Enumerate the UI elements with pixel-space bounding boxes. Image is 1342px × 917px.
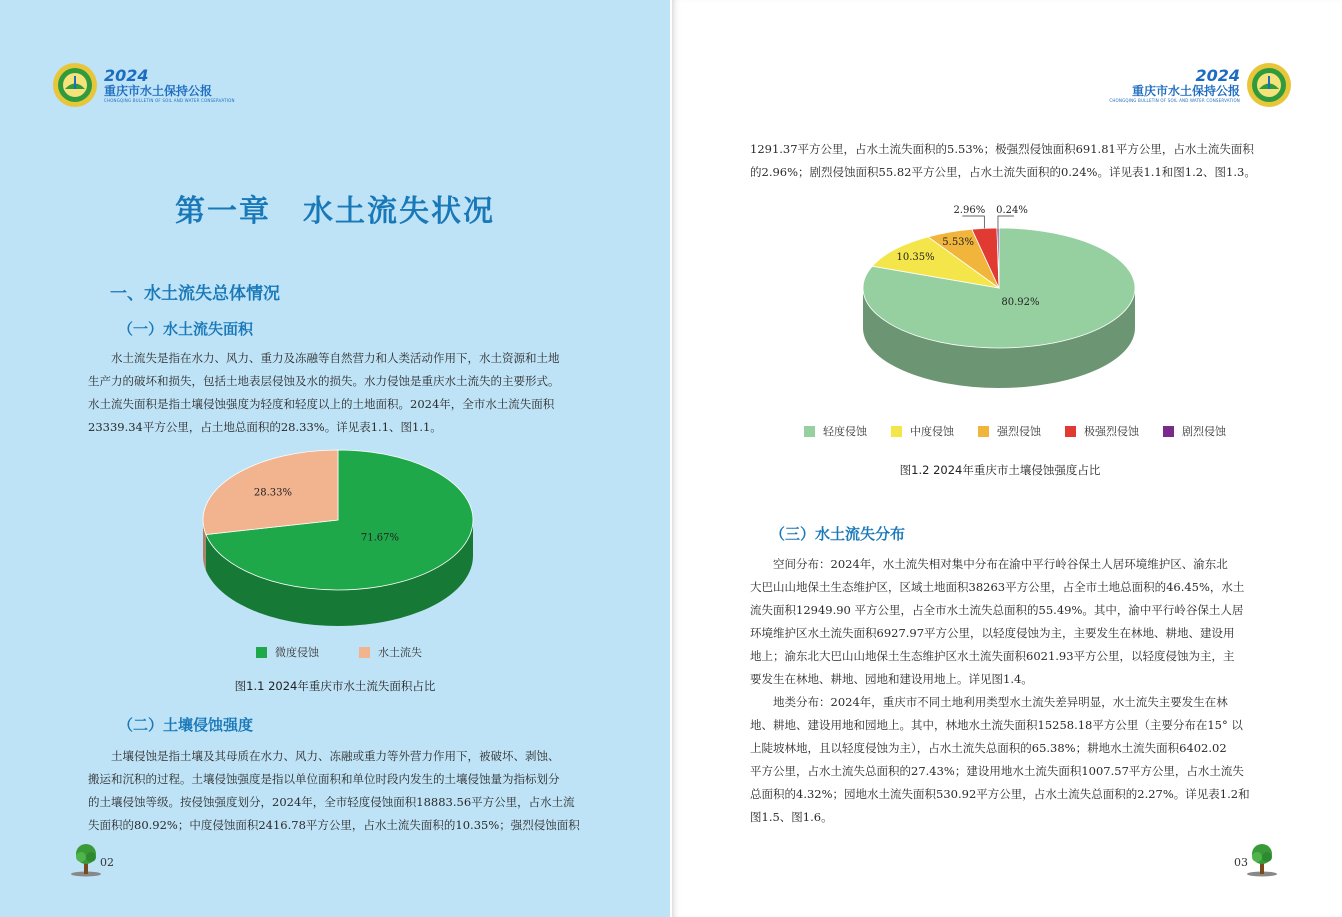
legend-swatch [804,426,815,437]
paragraph-spatial [750,553,1256,691]
text-line: 失面积的80.92%；中度侵蚀面积2416.78平方公里，占水土流失面积的10.35%；强烈侵蚀面积 [88,818,580,832]
text-line: 要发生在林地、耕地、园地和建设用地上。详见图1.4。 [750,672,1033,686]
left-page [0,0,670,917]
legend-label: 微度侵蚀 [275,646,319,659]
text-line: 总面积的4.32%；园地水土流失面积530.92平方公里，占水土流失总面积的2.27%。详见表1.2和 [750,787,1250,801]
paragraph-landuse [750,691,1256,829]
section-title: 一、水土流失总体情况 [110,284,280,304]
figure-caption: 图1.1 2024年重庆市水土流失面积占比 [234,679,436,693]
bulletin-emblem-icon [52,62,98,108]
page-number: 03 [1234,856,1248,869]
text-line: 生产力的破坏和损失，包括土地表层侵蚀及水的损失。水力侵蚀是重庆水土流失的主要形式。 [88,374,560,388]
paragraph-continued [750,138,1256,184]
text-line: 大巴山山地保土生态维护区，区域土地面积38263平方公里，占全市土地总面积的46.45%，水土 [750,580,1245,594]
pie1-legend [256,644,446,660]
page-number: 02 [100,856,114,869]
text-line: 流失面积12949.90 平方公里，占全市水土流失总面积的55.49%。其中，渝中平行岭谷保土人居 [750,603,1244,617]
text-line: 土壤侵蚀是指土壤及其母质在水力、风力、冻融或重力等外营力作用下，被破坏、剥蚀、 [111,749,560,763]
tree-icon [70,843,102,877]
brand-subtitle: CHONGQING BULLETIN OF SOIL AND WATER CONSERVATION [1109,97,1240,103]
legend-label: 中度侵蚀 [910,425,954,438]
legend-swatch [1065,426,1076,437]
text-line: 1291.37平方公里，占水土流失面积的5.53%；极强烈侵蚀面积691.81平方公里，占水土流失面积 [750,142,1254,156]
pie-value-label: 2.96% [953,205,986,216]
brand-name: 重庆市水土保持公报 [104,83,213,98]
tree-icon [1246,843,1278,877]
text-line: 环境维护区水土流失面积6927.97平方公里，以轻度侵蚀为主，主要发生在林地、耕地、建设用 [750,626,1235,640]
text-line: 空间分布：2024年，水土流失相对集中分布在渝中平行岭谷保土人居环境维护区、渝东北 [773,557,1228,571]
pie-value-label: 28.33% [253,487,293,499]
pie2-legend [804,423,1226,439]
legend-item [1163,423,1226,439]
pie-chart-erosion-intensity [847,200,1167,410]
legend-item [804,423,867,439]
text-line: 图1.5、图1.6。 [750,810,833,824]
brand-subtitle: CHONGQING BULLETIN OF SOIL AND WATER CONSERVATION [104,97,235,103]
bulletin-emblem-icon [1246,62,1292,108]
pie-value-label: 10.35% [896,252,935,264]
text-line: 的土壤侵蚀等级。按侵蚀强度划分，2024年，全市轻度侵蚀面积18883.56平方公里，占水土流 [88,795,575,809]
text-line: 地类分布：2024年，重庆市不同土地利用类型水土流失差异明显，水土流失主要发生在林 [773,695,1228,709]
brand-year: 2024 [1195,65,1240,85]
subsection-title-intensity: （二）土壤侵蚀强度 [118,716,254,734]
legend-swatch [1163,426,1174,437]
paragraph-intensity [88,745,596,837]
text-line: 的2.96%；剧烈侵蚀面积55.82平方公里，占水土流失面积的0.24%。详见表1.1和图1.2、图1.3。 [750,165,1256,179]
pie-value-label: 71.67% [360,532,400,544]
chapter-title: 第一章 水土流失状况 [175,194,495,229]
text-line: 23339.34平方公里，占土地总面积的28.33%。详见表1.1、图1.1。 [88,420,442,434]
subsection-title-area: （一）水土流失面积 [118,320,254,338]
legend-label: 轻度侵蚀 [823,425,867,438]
legend-item [1065,423,1139,439]
label-leader-line [998,216,1014,228]
paragraph-area [88,347,596,439]
legend-item [256,644,319,660]
pie-chart-erosion-area [190,440,490,640]
text-line: 搬运和沉积的过程。土壤侵蚀强度是指以单位面积和单位时段内发生的土壤侵蚀量为指标划分 [88,772,560,786]
label-leader-line [962,216,984,228]
legend-swatch [256,647,267,658]
brand-name: 重庆市水土保持公报 [1131,83,1240,98]
legend-swatch [891,426,902,437]
legend-swatch [359,647,370,658]
legend-item [359,644,422,660]
right-page [672,0,1342,917]
text-line: 地、耕地、建设用地和园地上。其中，林地水土流失面积15258.18平方公里（主要分布在15° 以 [750,718,1243,732]
text-line: 水土流失面积是指土壤侵蚀强度为轻度和轻度以上的土地面积。2024年，全市水土流失面积 [88,397,555,411]
legend-label: 极强烈侵蚀 [1084,425,1139,438]
legend-label: 强烈侵蚀 [997,425,1041,438]
subsection-title-distribution: （三）水土流失分布 [770,525,906,543]
legend-item [891,423,954,439]
pie-value-label: 80.92% [1001,296,1040,308]
text-line: 水土流失是指在水力、风力、重力及冻融等自然营力和人类活动作用下，水土资源和土地 [111,351,560,365]
legend-label: 剧烈侵蚀 [1182,425,1226,438]
legend-label: 水土流失 [378,646,422,659]
brand-year: 2024 [104,65,149,85]
text-line: 上陡坡林地，且以轻度侵蚀为主），占水土流失总面积的65.38%；耕地水土流失面积6402.02 [750,741,1227,755]
pie-value-label: 5.53% [942,237,975,249]
pie-value-label: 0.24% [996,205,1028,216]
text-line: 平方公里，占水土流失总面积的27.43%；建设用地水土流失面积1007.57平方公里，占水土流失 [750,764,1244,778]
bulletin-logo-header [1103,62,1292,108]
figure-caption: 图1.2 2024年重庆市土壤侵蚀强度占比 [899,463,1101,477]
bulletin-logo-header [52,62,241,108]
legend-swatch [978,426,989,437]
legend-item [978,423,1041,439]
text-line: 地上；渝东北大巴山山地保土生态维护区水土流失面积6021.93平方公里，以轻度侵蚀为主，主 [750,649,1235,663]
